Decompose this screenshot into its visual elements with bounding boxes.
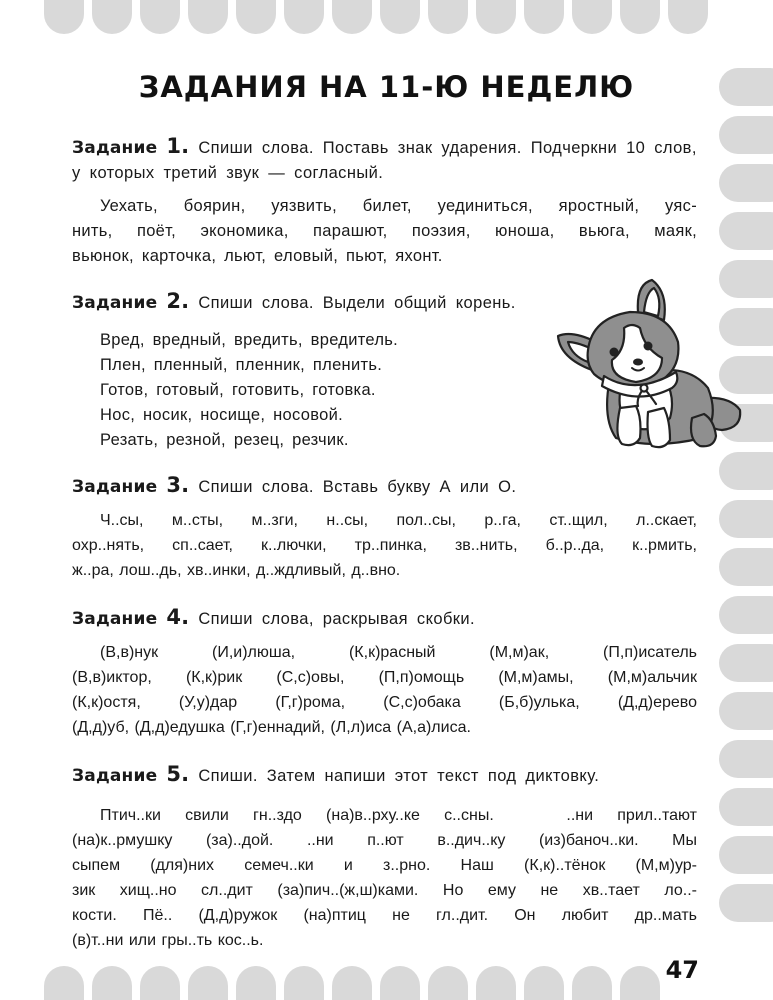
task-3-number: 3.	[166, 473, 190, 497]
task-4-line: (В,в)иктор, (К,к)рик (С,с)овы, (П,п)омощь (М,м)амы, (М,м)альчик	[72, 669, 697, 686]
task-2-instruction: Спиши слова. Выдели общий корень.	[198, 294, 516, 312]
task-1-instruction: Спиши слова. Поставь знак ударения. Подчеркни 10 слов, у которых третий звук — согласный.	[72, 139, 697, 182]
task-3	[72, 473, 697, 583]
task-5-line: кости. Пё.. (Д,д)ружок (на)птиц не гл..дит. Он любит др..мать	[72, 907, 697, 924]
task-4-label: Задание	[72, 609, 158, 629]
task-3-label: Задание	[72, 477, 158, 497]
task-5-heading	[72, 762, 697, 789]
task-2-label: Задание	[72, 293, 158, 313]
task-4-line: (В,в)нук (И,и)люша, (К,к)расный (М,м)ак, (П,п)исатель	[100, 644, 697, 661]
task-3-heading	[72, 473, 697, 500]
task-1	[72, 134, 697, 269]
task-5-label: Задание	[72, 766, 158, 786]
task-5-line: сыпем (для)них семеч..ки и з..рно. Наш (К,к)..тёнок (М,м)ур-	[72, 857, 697, 874]
task-4-instruction: Спиши слова, раскрывая скобки.	[198, 610, 476, 628]
task-5-number: 5.	[166, 762, 190, 786]
task-4	[72, 605, 697, 740]
task-3-line: ж..ра, лош..дь, хв..инки, д..ждливый, д..вно.	[72, 562, 401, 579]
task-5-line: зик хищ..но сл..дит (за)пич..(ж,ш)ками. Но ему не хв..тает ло..-	[72, 882, 697, 899]
list-item: Вред, вредный, вредить, вредитель.	[100, 331, 399, 349]
task-1-line: нить, поёт, экономика, парашют, поэзия, юноша, вьюга, маяк,	[72, 222, 697, 240]
frame-right	[713, 0, 773, 1000]
list-item: Нос, носик, носище, носовой.	[100, 406, 344, 424]
task-4-heading	[72, 605, 697, 632]
list-item: Плен, пленный, пленник, пленить.	[100, 356, 383, 374]
task-4-number: 4.	[166, 605, 190, 629]
task-1-label: Задание	[72, 138, 158, 158]
task-5-line: (в)т..ни или гры..ть кос..ь.	[72, 932, 264, 949]
task-4-text	[72, 640, 697, 740]
list-item: Готов, готовый, готовить, готовка.	[100, 381, 376, 399]
task-5-line: (на)к..рмушку (за)..дой. ..ни п..ют в..дич..ку (из)баноч..ки. Мы	[72, 832, 697, 849]
task-3-line: охр..нять, сп..сает, к..лючки, тр..пинка, зв..нить, б..р..да, к..рмить,	[72, 537, 697, 554]
page-title: ЗАДАНИЯ НА 11-Ю НЕДЕЛЮ	[138, 70, 635, 104]
task-4-line: (Д,д)уб, (Д,д)едушка (Г,г)еннадий, (Л,л)иса (А,а)лиса.	[72, 719, 471, 736]
task-5-instruction: Спиши. Затем напиши этот текст под диктовку.	[198, 767, 600, 785]
task-1-heading	[72, 134, 697, 186]
task-2-number: 2.	[166, 289, 190, 313]
task-4-line: (К,к)остя, (У,у)дар (Г,г)рома, (С,с)обака (Б,б)улька, (Д,д)ерево	[72, 694, 697, 711]
task-1-number: 1.	[166, 134, 190, 158]
frame-top	[0, 0, 773, 46]
page-number: 47	[665, 956, 699, 984]
corgi-puppy-illustration	[552, 278, 752, 458]
list-item: Резать, резной, резец, резчик.	[100, 431, 349, 449]
task-3-text	[72, 508, 697, 583]
task-3-line: Ч..сы, м..сты, м..зги, н..сы, пол..сы, р..га, ст..щил, л..скает,	[100, 512, 697, 529]
task-1-text	[72, 194, 697, 269]
task-5-line: Птич..ки свили гн..здо (на)в..рху..ке с..сны. ..ни прил..тают	[100, 807, 697, 824]
tasks-content	[72, 134, 697, 971]
task-3-instruction: Спиши слова. Вставь букву А или О.	[198, 478, 517, 496]
task-1-line: Уехать, боярин, уязвить, билет, уединиться, яростный, уяс-	[100, 197, 697, 215]
task-5	[72, 762, 697, 953]
task-1-line: вьюнок, карточка, льют, еловый, пьют, яхонт.	[72, 247, 443, 265]
task-5-text	[72, 803, 697, 953]
